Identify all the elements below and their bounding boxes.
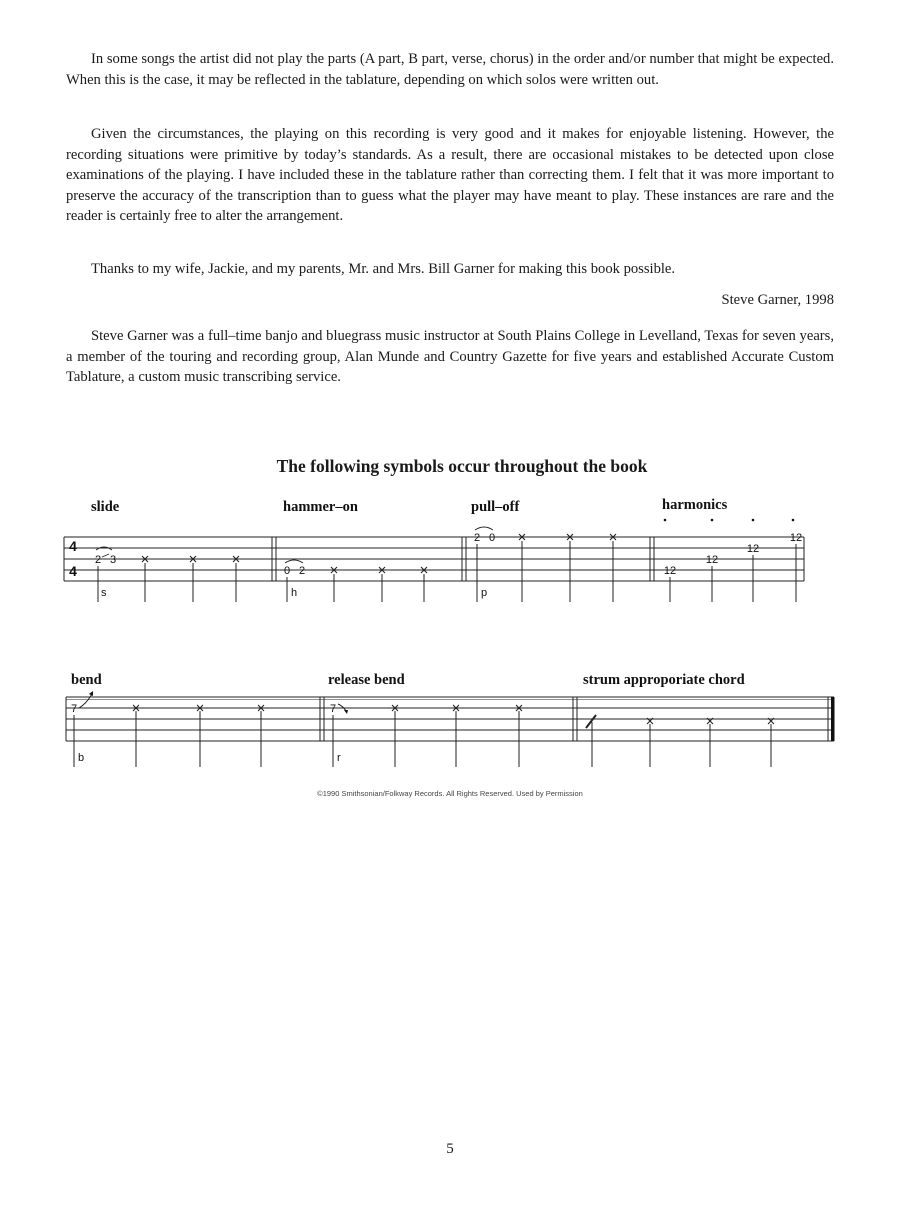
stem-letter-r: r [337,752,341,764]
fret-number: 0 [283,565,291,577]
note-stems [287,574,424,602]
copyright-notice: ©1990 Smithsonian/Folkway Records. All Rights Reserved. Used by Permission [317,789,583,798]
tie-arc [96,547,112,550]
harmonic-dots [664,519,795,522]
label-hammer-on: hammer–on [283,499,358,515]
paragraph-thanks: Thanks to my wife, Jackie, and my parents, Mr. and Mrs. Bill Garner for making this book possible. [91,261,676,277]
release-bend-measure [330,703,522,767]
label-harmonics: harmonics [662,497,728,513]
fret-number: 2 [298,565,306,577]
fret-number: 2 [94,554,102,566]
label-bend: bend [71,672,102,688]
bend-measure [71,691,264,767]
fret-number: 12 [789,532,803,544]
fret-number: 12 [663,565,677,577]
paragraph-recording-quality: Given the circumstances, the playing on this recording is very good and it makes for enjoyable listening. However, the recording situations were primitive by today’s standards. As a result, there are occasional mistakes to be detected upon close examinations of the playing. I have included these in the tablature rather than correcting them. I felt that it was more important to preserve the accuracy of the transcription than to guess what the player may have meant to play. These instances are rare and the reader is certainly free to alter the arrangement. [66,126,834,224]
label-slide: slide [91,499,120,515]
fret-number: 7 [329,703,337,715]
fret-number: 2 [473,532,481,544]
bend-curve [79,694,92,708]
signature: Steve Garner, 1998 [721,292,834,308]
pull-off-measure [474,527,616,602]
label-pull-off: pull–off [471,499,520,515]
staff-lines [66,697,834,741]
label-release-bend: release bend [328,672,405,688]
time-sig-bottom: 4 [69,563,77,579]
staff-lines [64,537,804,581]
fret-number: 0 [488,532,496,544]
release-curve [338,704,346,711]
paragraph-song-order: In some songs the artist did not play the parts (A part, B part, verse, chorus) in the order and/or number that might be expected. When this is the case, it may be reflected in the tablature, depending on which solos were written out. [66,51,834,88]
stem-letter-h: h [291,587,298,599]
tie-arc [475,527,493,530]
tie-arc [285,560,303,563]
time-sig-top: 4 [69,538,77,554]
note-stems [670,544,796,602]
stem-letter-s: s [101,587,107,599]
page-number: 5 [446,1141,454,1157]
slide-measure [95,547,239,602]
note-stems [592,722,771,767]
harmonics-measure [664,519,802,602]
slide-mark [102,554,109,557]
fret-number: 12 [746,543,760,555]
fret-number: 12 [705,554,719,566]
tab-staff-2 [0,666,900,776]
stem-letter-p: p [481,587,488,599]
note-stems [477,541,613,602]
stem-letter-b: b [78,752,85,764]
final-barline [831,697,835,741]
note-stems [98,563,236,602]
fret-number: 7 [70,703,78,715]
fret-number: 3 [109,554,117,566]
strum-slash [586,715,596,728]
paragraph-bio: Steve Garner was a full–time banjo and bluegrass music instructor at South Plains College in Levelland, Texas for seven years, a member of the touring and recording group, Alan Munde and Country Gazette for five years and established Accurate Custom Tablature, a custom music transcribing service. [66,328,834,385]
symbols-heading: The following symbols occur throughout the book [276,456,648,476]
label-strum: strum approporiate chord [583,672,745,688]
